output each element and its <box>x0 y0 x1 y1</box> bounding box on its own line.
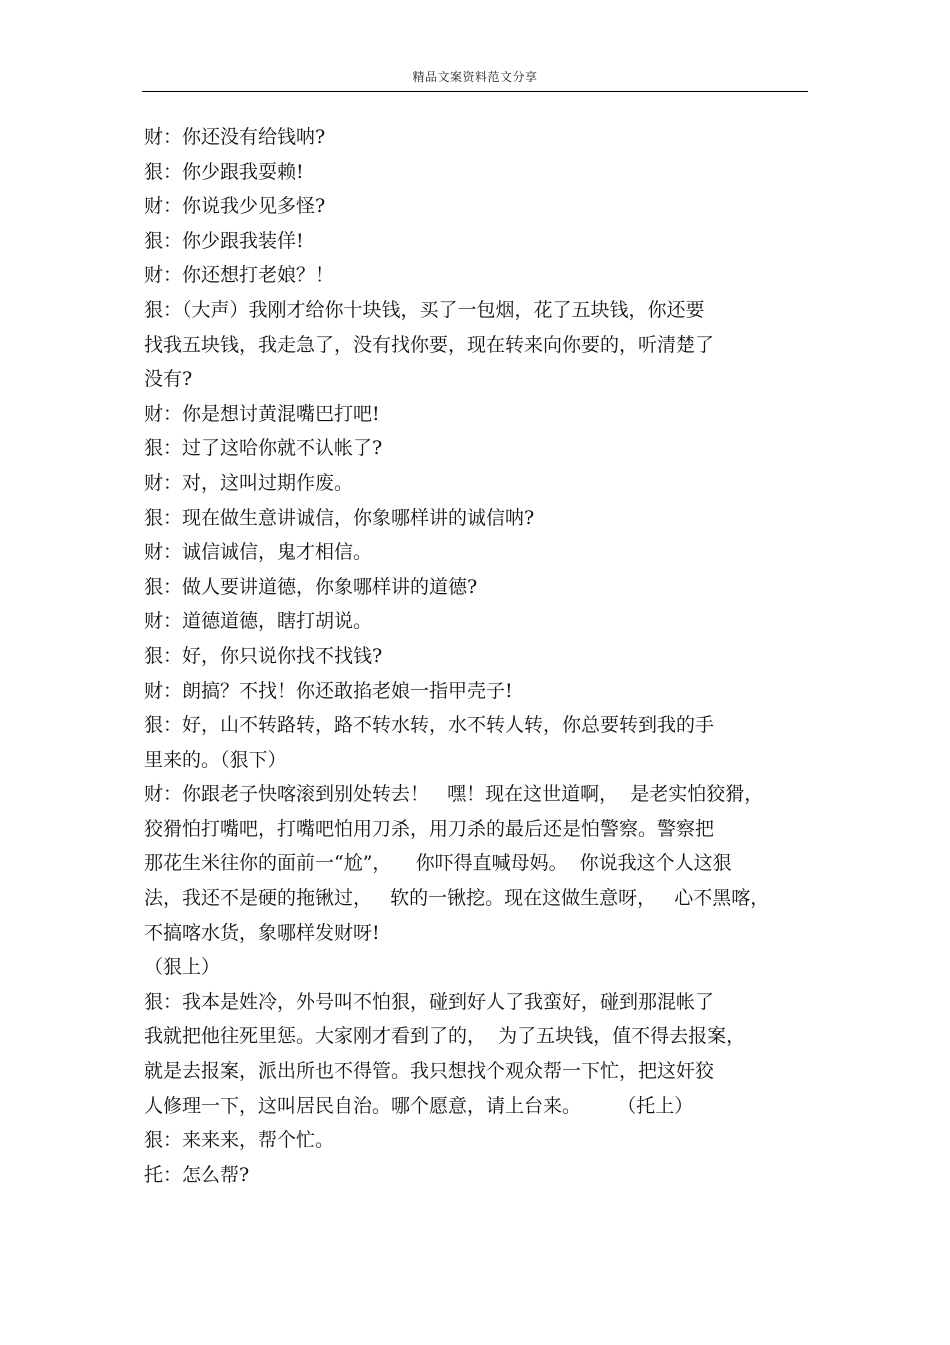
script-line: 狠：来来来，帮个忙。 <box>144 1129 335 1152</box>
script-line: 狠：好，山不转路转，路不转水转，水不转人转，你总要转到我的手 <box>144 714 715 737</box>
script-line: 狠：（大声）我刚才给你十块钱，买了一包烟，花了五块钱，你还要 <box>144 298 705 321</box>
script-line: 狠：过了这哈你就不认帐了? <box>144 437 383 460</box>
stage-direction: （狠上） <box>144 956 221 979</box>
script-line: 人修理一下，这叫居民自治。哪个愿意，请上台来。 （托上） <box>144 1094 694 1117</box>
script-line: 没有? <box>144 368 193 391</box>
script-line: 托：怎么帮? <box>144 1163 250 1186</box>
script-line: 我就把他往死里惩。大家刚才看到了的， 为了五块钱，值不得去报案， <box>144 1025 746 1048</box>
script-line: 狠：做人要讲道德，你象哪样讲的道德? <box>144 575 478 598</box>
script-line: 狡猾怕打嘴吧，打嘴吧怕用刀杀，用刀杀的最后还是怕警察。警察把 <box>144 817 715 840</box>
script-line: 财：你还想打老娘？！ <box>144 264 335 287</box>
script-line: 财：你说我少见多怪? <box>144 195 326 218</box>
script-line: 狠：你少跟我耍赖! <box>144 160 304 183</box>
header-divider <box>142 91 808 92</box>
script-line: 财：诚信诚信，鬼才相信。 <box>144 541 373 564</box>
script-line: 找我五块钱，我走急了，没有找你要，现在转来向你要的，听清楚了 <box>144 333 715 356</box>
script-line: 就是去报案，派出所也不得管。我只想找个观众帮一下忙，把这奸狡 <box>144 1060 715 1083</box>
script-line: 那花生米往你的面前一“尬”， 你吓得直喊母妈。 你说我这个人这狠 <box>144 852 732 875</box>
script-line: 狠：现在做生意讲诚信，你象哪样讲的诚信呐? <box>144 506 535 529</box>
script-line: 里来的。（狠下） <box>144 748 287 771</box>
script-line: 狠：你少跟我装佯! <box>144 229 304 252</box>
script-body <box>144 120 804 1192</box>
page-header: 精品文案资料范文分享 <box>412 70 538 84</box>
script-line: 狠：我本是姓冷，外号叫不怕狠，碰到好人了我蛮好，碰到那混帐了 <box>144 990 715 1013</box>
script-line: 财：道德道德，瞎打胡说。 <box>144 610 373 633</box>
script-line: 财：对，这叫过期作废。 <box>144 471 354 494</box>
script-line: 财：你还没有给钱呐? <box>144 126 326 148</box>
script-line: 财：你是想讨黄混嘴巴打吧! <box>144 402 380 425</box>
script-line: 财：朗搞？不找！你还敢掐老娘一指甲壳子! <box>144 679 513 702</box>
script-line: 狠：好，你只说你找不找钱? <box>144 644 383 667</box>
script-line: 法，我还不是硬的拖锹过， 软的一锹挖。现在这做生意呀， 心不黑喀， <box>144 887 770 910</box>
script-line: 财：你跟老子快喀滚到别处转去！ 嘿！现在这世道啊， 是老实怕狡猾， <box>144 783 764 806</box>
script-line: 不搞喀水货，象哪样发财呀! <box>144 921 380 944</box>
